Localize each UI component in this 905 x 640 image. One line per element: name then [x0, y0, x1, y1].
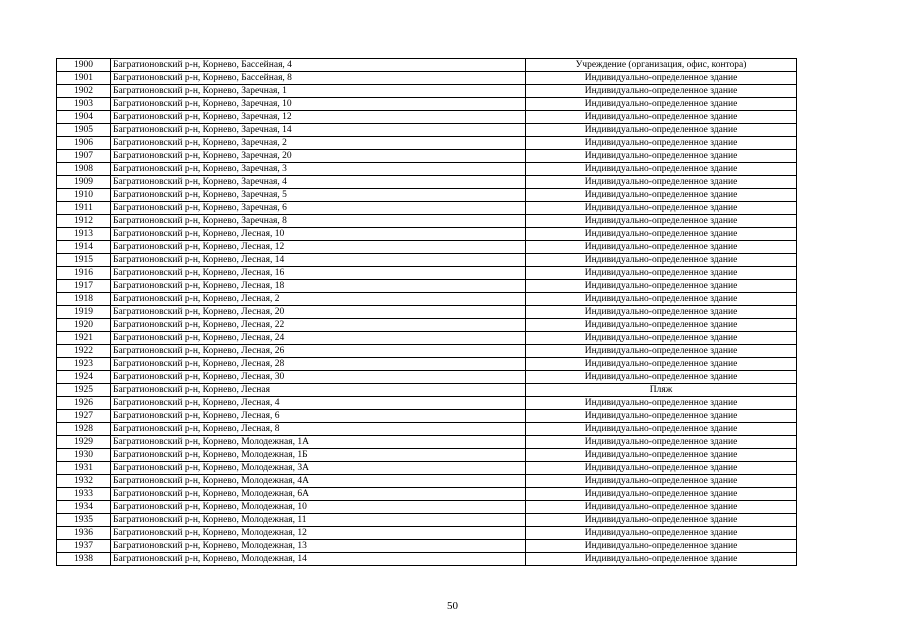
row-number-cell: 1902	[57, 85, 111, 98]
object-type-cell: Индивидуально-определенное здание	[526, 280, 797, 293]
table-row	[57, 293, 797, 306]
row-number-cell: 1916	[57, 267, 111, 280]
address-cell: Багратионовский р-н, Корнево, Лесная, 8	[111, 423, 526, 436]
table-row	[57, 59, 797, 72]
row-number-cell: 1930	[57, 449, 111, 462]
address-cell: Багратионовский р-н, Корнево, Заречная, 20	[111, 150, 526, 163]
row-number-cell: 1907	[57, 150, 111, 163]
row-number-cell: 1903	[57, 98, 111, 111]
row-number-cell: 1937	[57, 540, 111, 553]
row-number-cell: 1932	[57, 475, 111, 488]
address-cell: Багратионовский р-н, Корнево, Молодежная, 12	[111, 527, 526, 540]
row-number-cell: 1918	[57, 293, 111, 306]
address-cell: Багратионовский р-н, Корнево, Молодежная, 3А	[111, 462, 526, 475]
table-row	[57, 410, 797, 423]
row-number-cell: 1915	[57, 254, 111, 267]
object-type-cell: Учреждение (организация, офис, контора)	[526, 59, 797, 72]
table-row	[57, 189, 797, 202]
row-number-cell: 1938	[57, 553, 111, 566]
object-type-cell: Индивидуально-определенное здание	[526, 410, 797, 423]
table-row	[57, 345, 797, 358]
address-cell: Багратионовский р-н, Корнево, Лесная, 4	[111, 397, 526, 410]
table-row	[57, 280, 797, 293]
address-cell: Багратионовский р-н, Корнево, Заречная, 3	[111, 163, 526, 176]
table-row	[57, 371, 797, 384]
address-cell: Багратионовский р-н, Корнево, Заречная, 8	[111, 215, 526, 228]
row-number-cell: 1927	[57, 410, 111, 423]
object-type-cell: Индивидуально-определенное здание	[526, 449, 797, 462]
row-number-cell: 1931	[57, 462, 111, 475]
address-cell: Багратионовский р-н, Корнево, Лесная, 6	[111, 410, 526, 423]
address-cell: Багратионовский р-н, Корнево, Лесная, 2	[111, 293, 526, 306]
address-cell: Багратионовский р-н, Корнево, Заречная, 14	[111, 124, 526, 137]
object-type-cell: Индивидуально-определенное здание	[526, 501, 797, 514]
row-number-cell: 1920	[57, 319, 111, 332]
object-type-cell: Индивидуально-определенное здание	[526, 137, 797, 150]
row-number-cell: 1919	[57, 306, 111, 319]
address-cell: Багратионовский р-н, Корнево, Молодежная, 10	[111, 501, 526, 514]
row-number-cell: 1913	[57, 228, 111, 241]
address-cell: Багратионовский р-н, Корнево, Лесная, 18	[111, 280, 526, 293]
table-row	[57, 540, 797, 553]
object-type-cell: Индивидуально-определенное здание	[526, 514, 797, 527]
address-cell: Багратионовский р-н, Корнево, Заречная, 12	[111, 111, 526, 124]
object-type-cell: Индивидуально-определенное здание	[526, 163, 797, 176]
address-cell: Багратионовский р-н, Корнево, Молодежная, 1Б	[111, 449, 526, 462]
object-type-cell: Индивидуально-определенное здание	[526, 72, 797, 85]
address-cell: Багратионовский р-н, Корнево, Лесная, 24	[111, 332, 526, 345]
row-number-cell: 1924	[57, 371, 111, 384]
object-type-cell: Индивидуально-определенное здание	[526, 475, 797, 488]
address-cell: Багратионовский р-н, Корнево, Лесная, 10	[111, 228, 526, 241]
row-number-cell: 1933	[57, 488, 111, 501]
address-cell: Багратионовский р-н, Корнево, Заречная, 4	[111, 176, 526, 189]
table-row	[57, 358, 797, 371]
row-number-cell: 1901	[57, 72, 111, 85]
row-number-cell: 1909	[57, 176, 111, 189]
object-type-cell: Индивидуально-определенное здание	[526, 202, 797, 215]
object-type-cell: Индивидуально-определенное здание	[526, 306, 797, 319]
row-number-cell: 1906	[57, 137, 111, 150]
object-type-cell: Индивидуально-определенное здание	[526, 332, 797, 345]
address-cell: Багратионовский р-н, Корнево, Лесная, 30	[111, 371, 526, 384]
row-number-cell: 1923	[57, 358, 111, 371]
table-row	[57, 241, 797, 254]
table-row	[57, 475, 797, 488]
address-cell: Багратионовский р-н, Корнево, Бассейная, 8	[111, 72, 526, 85]
address-cell: Багратионовский р-н, Корнево, Лесная	[111, 384, 526, 397]
address-cell: Багратионовский р-н, Корнево, Бассейная, 4	[111, 59, 526, 72]
row-number-cell: 1905	[57, 124, 111, 137]
address-cell: Багратионовский р-н, Корнево, Лесная, 26	[111, 345, 526, 358]
row-number-cell: 1936	[57, 527, 111, 540]
object-type-cell: Индивидуально-определенное здание	[526, 345, 797, 358]
object-type-cell: Индивидуально-определенное здание	[526, 436, 797, 449]
table-row	[57, 397, 797, 410]
address-cell: Багратионовский р-н, Корнево, Заречная, 2	[111, 137, 526, 150]
object-type-cell: Индивидуально-определенное здание	[526, 215, 797, 228]
address-cell: Багратионовский р-н, Корнево, Лесная, 20	[111, 306, 526, 319]
object-type-cell: Индивидуально-определенное здание	[526, 267, 797, 280]
table-row	[57, 553, 797, 566]
object-type-cell: Индивидуально-определенное здание	[526, 462, 797, 475]
table-row	[57, 527, 797, 540]
address-cell: Багратионовский р-н, Корнево, Молодежная, 11	[111, 514, 526, 527]
row-number-cell: 1928	[57, 423, 111, 436]
table-row	[57, 202, 797, 215]
object-type-cell: Индивидуально-определенное здание	[526, 358, 797, 371]
address-cell: Багратионовский р-н, Корнево, Молодежная, 4А	[111, 475, 526, 488]
row-number-cell: 1922	[57, 345, 111, 358]
row-number-cell: 1921	[57, 332, 111, 345]
row-number-cell: 1914	[57, 241, 111, 254]
table-row	[57, 306, 797, 319]
table-row	[57, 319, 797, 332]
table-row	[57, 85, 797, 98]
table-row	[57, 111, 797, 124]
object-type-cell: Индивидуально-определенное здание	[526, 124, 797, 137]
object-type-cell: Индивидуально-определенное здание	[526, 85, 797, 98]
page-number: 50	[447, 600, 458, 612]
row-number-cell: 1900	[57, 59, 111, 72]
object-type-cell: Индивидуально-определенное здание	[526, 553, 797, 566]
address-cell: Багратионовский р-н, Корнево, Лесная, 16	[111, 267, 526, 280]
row-number-cell: 1904	[57, 111, 111, 124]
table-row	[57, 163, 797, 176]
table-row	[57, 436, 797, 449]
table-row	[57, 98, 797, 111]
row-number-cell: 1929	[57, 436, 111, 449]
address-cell: Багратионовский р-н, Корнево, Лесная, 12	[111, 241, 526, 254]
address-cell: Багратионовский р-н, Корнево, Молодежная, 6А	[111, 488, 526, 501]
table-row	[57, 150, 797, 163]
object-type-cell: Индивидуально-определенное здание	[526, 150, 797, 163]
address-cell: Багратионовский р-н, Корнево, Заречная, 6	[111, 202, 526, 215]
object-type-cell: Индивидуально-определенное здание	[526, 319, 797, 332]
address-cell: Багратионовский р-н, Корнево, Заречная, 1	[111, 85, 526, 98]
table-row	[57, 384, 797, 397]
table-row	[57, 501, 797, 514]
address-cell: Багратионовский р-н, Корнево, Молодежная, 1А	[111, 436, 526, 449]
table-row	[57, 254, 797, 267]
row-number-cell: 1911	[57, 202, 111, 215]
row-number-cell: 1935	[57, 514, 111, 527]
object-type-cell: Индивидуально-определенное здание	[526, 241, 797, 254]
object-type-cell: Индивидуально-определенное здание	[526, 293, 797, 306]
table-row	[57, 228, 797, 241]
table-row	[57, 72, 797, 85]
table-row	[57, 514, 797, 527]
object-type-cell: Индивидуально-определенное здание	[526, 397, 797, 410]
row-number-cell: 1934	[57, 501, 111, 514]
object-type-cell: Индивидуально-определенное здание	[526, 423, 797, 436]
object-type-cell: Индивидуально-определенное здание	[526, 111, 797, 124]
row-number-cell: 1917	[57, 280, 111, 293]
object-type-cell: Индивидуально-определенное здание	[526, 488, 797, 501]
address-cell: Багратионовский р-н, Корнево, Лесная, 14	[111, 254, 526, 267]
row-number-cell: 1926	[57, 397, 111, 410]
object-type-cell: Индивидуально-определенное здание	[526, 228, 797, 241]
row-number-cell: 1910	[57, 189, 111, 202]
object-type-cell: Индивидуально-определенное здание	[526, 527, 797, 540]
table-row	[57, 124, 797, 137]
table-row	[57, 462, 797, 475]
registry-table-body	[57, 59, 797, 566]
row-number-cell: 1908	[57, 163, 111, 176]
table-row	[57, 215, 797, 228]
object-type-cell: Индивидуально-определенное здание	[526, 176, 797, 189]
table-row	[57, 488, 797, 501]
table-row	[57, 423, 797, 436]
registry-table	[56, 58, 797, 566]
address-cell: Багратионовский р-н, Корнево, Молодежная, 13	[111, 540, 526, 553]
row-number-cell: 1925	[57, 384, 111, 397]
object-type-cell: Индивидуально-определенное здание	[526, 98, 797, 111]
object-type-cell: Индивидуально-определенное здание	[526, 254, 797, 267]
object-type-cell: Пляж	[526, 384, 797, 397]
table-row	[57, 332, 797, 345]
address-cell: Багратионовский р-н, Корнево, Заречная, 5	[111, 189, 526, 202]
address-cell: Багратионовский р-н, Корнево, Молодежная, 14	[111, 553, 526, 566]
address-cell: Багратионовский р-н, Корнево, Лесная, 22	[111, 319, 526, 332]
table-row	[57, 449, 797, 462]
object-type-cell: Индивидуально-определенное здание	[526, 540, 797, 553]
object-type-cell: Индивидуально-определенное здание	[526, 189, 797, 202]
table-row	[57, 137, 797, 150]
object-type-cell: Индивидуально-определенное здание	[526, 371, 797, 384]
address-cell: Багратионовский р-н, Корнево, Лесная, 28	[111, 358, 526, 371]
row-number-cell: 1912	[57, 215, 111, 228]
table-row	[57, 176, 797, 189]
table-row	[57, 267, 797, 280]
address-cell: Багратионовский р-н, Корнево, Заречная, 10	[111, 98, 526, 111]
